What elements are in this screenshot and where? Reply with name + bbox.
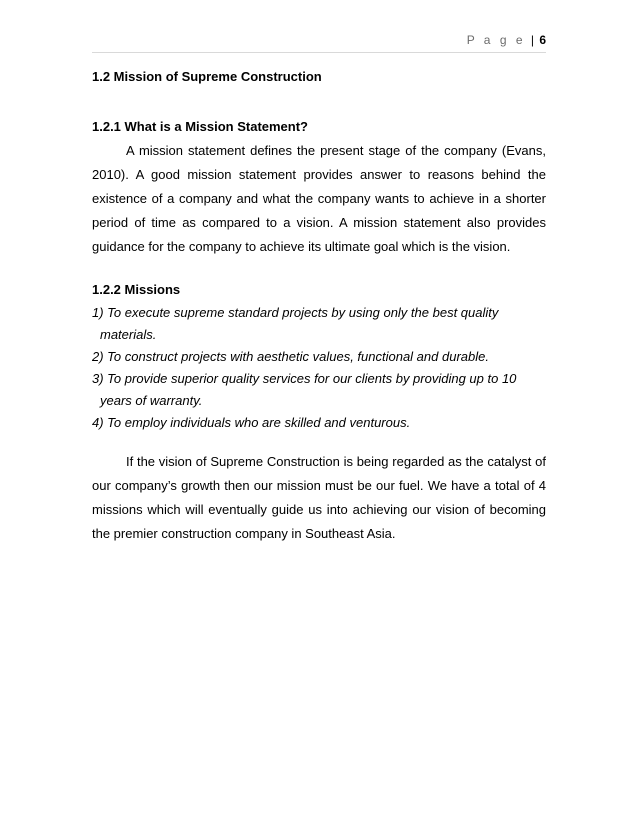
mission-item: 4) To employ individuals who are skilled and venturous. <box>92 415 411 430</box>
page-content <box>92 68 546 546</box>
header-divider <box>92 52 546 53</box>
subsection-heading-missions: 1.2.2 Missions <box>92 282 181 297</box>
missions-list <box>92 302 546 434</box>
closing-paragraph: If the vision of Supreme Construction is being regarded as the catalyst of our company’s growth then our mission must be our fuel. We have a total of 4 missions which will eventually guide us into achieving our vision of becoming the premier construction company in Southeast Asia. <box>92 454 546 541</box>
page-separator: | <box>530 33 534 47</box>
mission-item: 2) To construct projects with aesthetic values, functional and durable. <box>92 349 489 364</box>
page-header <box>467 33 546 47</box>
page-label: P a g e <box>466 33 526 47</box>
page-number: 6 <box>539 33 546 47</box>
mission-statement-paragraph: A mission statement defines the present stage of the company (Evans, 2010). A good mission statement provides answer to reasons behind the existence of a company and what the company wants to achieve in a shorter period of time as compared to a vision. A mission statement also provides guidance for the company to achieve its ultimate goal which is the vision. <box>92 143 546 254</box>
subsection-heading-mission-statement: 1.2.1 What is a Mission Statement? <box>92 119 308 134</box>
section-heading: 1.2 Mission of Supreme Construction <box>92 69 322 84</box>
mission-item: 1) To execute supreme standard projects by using only the best quality materials. <box>92 305 499 342</box>
mission-item: 3) To provide superior quality services for our clients by providing up to 10 years of warranty. <box>92 371 517 408</box>
